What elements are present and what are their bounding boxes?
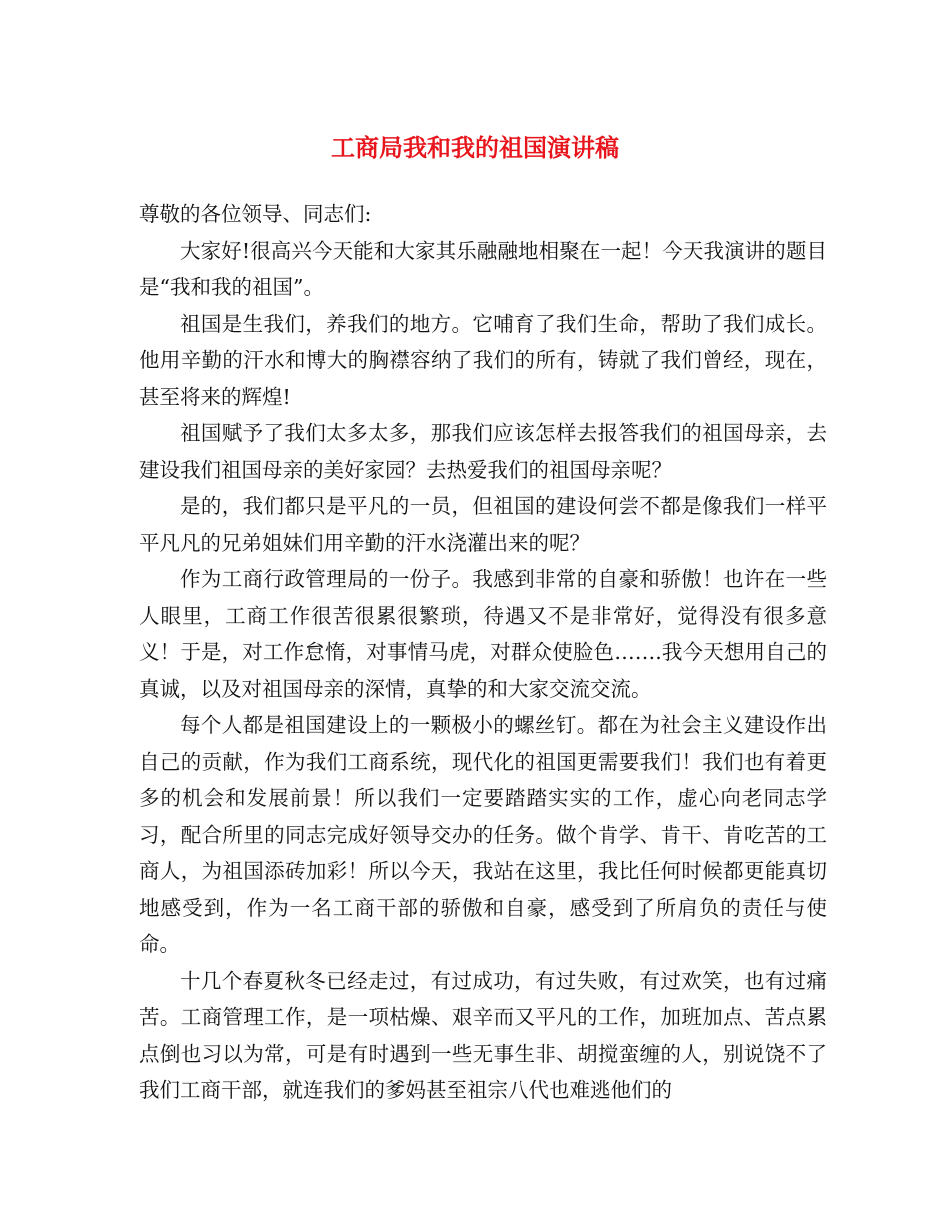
- document-title: 工商局我和我的祖国演讲稿: [331, 133, 619, 162]
- document-body: [139, 196, 827, 1109]
- body-paragraph: 祖国是生我们，养我们的地方。它哺育了我们生命，帮助了我们成长。他用辛勤的汗水和博大的胸襟容纳了我们的所有，铸就了我们曾经，现在，甚至将来的辉煌!: [139, 311, 827, 409]
- body-paragraph: 祖国赋予了我们太多太多，那我们应该怎样去报答我们的祖国母亲，去建设我们祖国母亲的美好家园？去热爱我们的祖国母亲呢？: [139, 421, 827, 482]
- body-paragraph: 每个人都是祖国建设上的一颗极小的螺丝钉。都在为社会主义建设作出自己的贡献，作为我们工商系统，现代化的祖国更需要我们！我们也有着更多的机会和发展前景！所以我们一定要踏踏实实的工作，虚心向老同志学习，配合所里的同志完成好领导交办的任务。做个肯学、肯干、肯吃苦的工商人，为祖国添砖加彩！所以今天，我站在这里，我比任何时候都更能真切地感受到，作为一名工商干部的骄傲和自豪，感受到了所肩负的责任与使命。: [139, 713, 827, 956]
- body-paragraph: 作为工商行政管理局的一份子。我感到非常的自豪和骄傲！也许在一些人眼里，工商工作很苦很累很繁琐，待遇又不是非常好，觉得没有很多意义！于是，对工作怠惰，对事情马虎，对群众使脸色…….我今天想用自己的真诚，以及对祖国母亲的深情，真挚的和大家交流交流。: [139, 567, 827, 701]
- body-paragraph: 是的，我们都只是平凡的一员，但祖国的建设何尝不都是像我们一样平平凡凡的兄弟姐妹们用辛勤的汗水浇灌出来的呢？: [139, 494, 827, 555]
- body-paragraph: 十几个春夏秋冬已经走过，有过成功，有过失败，有过欢笑，也有过痛苦。工商管理工作，是一项枯燥、艰辛而又平凡的工作，加班加点、苦点累点倒也习以为常，可是有时遇到一些无事生非、胡搅蛮缠的人，别说饶不了我们工商干部，就连我们的爹妈甚至祖宗八代也难逃他们的: [139, 968, 827, 1102]
- salutation-paragraph: 尊敬的各位领导、同志们:: [139, 202, 372, 226]
- body-paragraph: 大家好!很高兴今天能和大家其乐融融地相聚在一起！今天我演讲的题目是“我和我的祖国”。: [139, 238, 827, 299]
